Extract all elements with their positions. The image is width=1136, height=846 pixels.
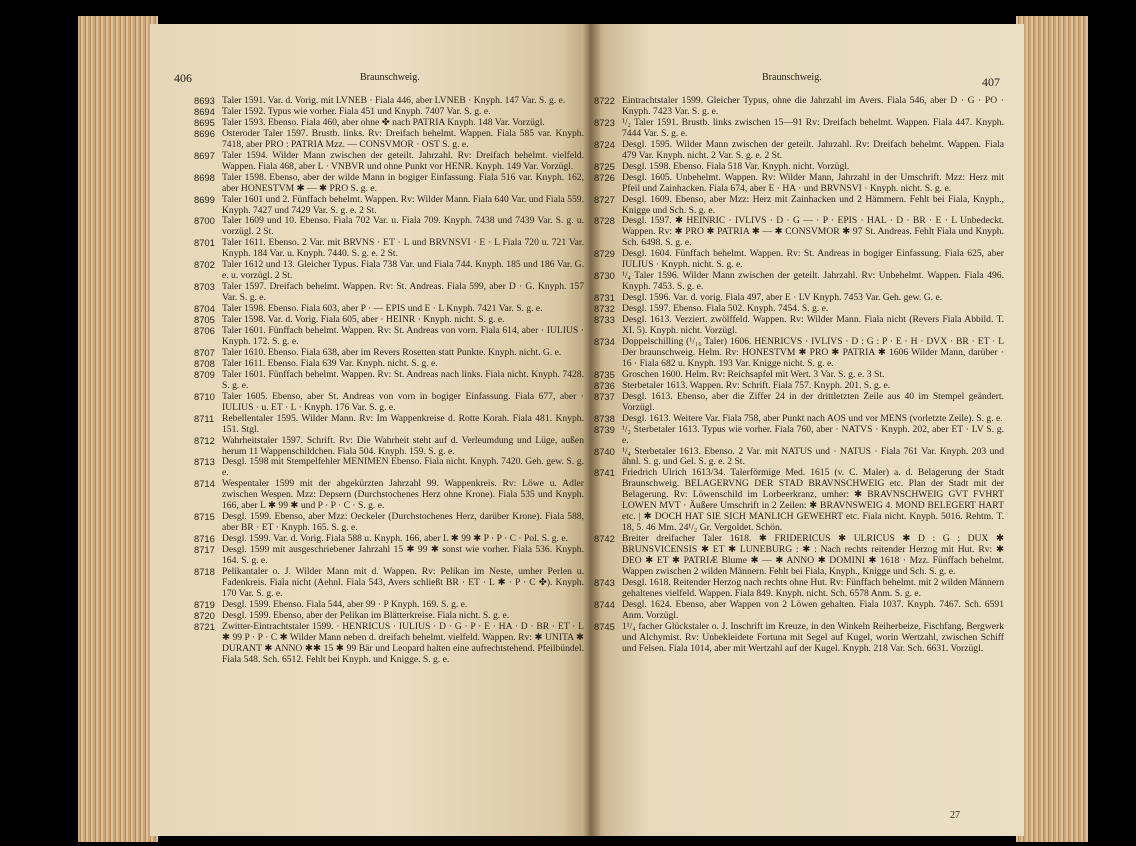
catalog-entry bbox=[172, 622, 584, 666]
lot-description: Taler 1594. Wilder Mann zwischen der geteilt. Jahrzahl. Rv: Dreifach behelmt. vielfeld. Wappen. Fiala 468, aber L · VNBVR und ohne Punkt vor HENR. Knyph. 149 Var. Vorzügl. bbox=[222, 149, 584, 172]
lot-description: Desgl. 1596. Var. d. vorig. Fiala 497, aber E · LV Knyph. 7453 Var. Geh. gew. G. e. bbox=[622, 292, 943, 304]
lot-description: Taler 1601. Fünffach behelmt. Wappen. Rv: St. Andreas von vorn. Fiala 614, aber · IULIUS · Knyph. 172. S. g. e. bbox=[222, 325, 584, 347]
lot-number: 8718 bbox=[194, 565, 215, 577]
lot-number: 8731 bbox=[594, 292, 615, 304]
lot-number: 8745 bbox=[594, 620, 615, 632]
lot-description: Taler 1592. Typus wie vorher. Fiala 451 und Knyph. 7407 Var. S. g. e. bbox=[222, 105, 491, 117]
catalog-entry bbox=[172, 216, 584, 238]
catalog-entry bbox=[172, 260, 584, 282]
catalog-entry bbox=[172, 195, 584, 217]
catalog-entry bbox=[172, 567, 584, 600]
page-number-left: 406 bbox=[174, 71, 192, 85]
catalog-entry bbox=[594, 271, 1004, 293]
catalog-entry bbox=[594, 315, 1004, 337]
lot-description: Taler 1610. Ebenso. Fiala 638, aber im Revers Rosetten statt Punkte. Knyph. nicht. G. e. bbox=[222, 346, 562, 358]
lot-number: 8702 bbox=[194, 259, 215, 271]
lot-number: 8721 bbox=[194, 620, 215, 632]
lot-description: Desgl. 1598. Ebenso. Fiala 518 Var. Knyph. nicht. Vorzügl. bbox=[622, 160, 850, 172]
lot-number: 8703 bbox=[194, 281, 215, 293]
catalog-entry bbox=[172, 545, 584, 567]
catalog-entry bbox=[594, 140, 1004, 162]
lot-description: Desgl. 1605. Unbehelmt. Wappen. Rv: Wilder Mann, Jahrzahl in der Umschrift. Mzz: Herz mit Pfeil und Zainhacken. Fiala 674, aber E · HA · und BRVNSVI · Knyph. nicht. S. g. e. bbox=[622, 171, 1004, 194]
page-number-right: 407 bbox=[982, 75, 1000, 89]
lot-number: 8744 bbox=[594, 598, 615, 610]
catalog-entry bbox=[594, 468, 1004, 534]
catalog-entry bbox=[172, 512, 584, 534]
catalog-entry bbox=[594, 249, 1004, 271]
lot-description: 1¹/₄ facher Glückstaler o. J. Inschrift im Kreuze, in den Winkeln Reiherbeize, Fischfang, Bergwerk und Alchymist. Rv: Unbekleidete Fortuna mit Segel auf Kugel, worin Wertzahl, zwischen Schiff und Felsen. Fiala 1014, aber mit Wertzahl auf der Kugel. Knyph. 218 Var. Sch. 6631. Vorzügl. bbox=[622, 620, 1004, 654]
lot-number: 8724 bbox=[594, 138, 615, 150]
lot-description: Taler 1611. Ebenso. 2 Var. mit BRVNS · ET · L und BRVNSVI · E · L Fiala 720 u. 721 Var. Knyph. 184 Var. u. Knyph. 7440. S. g. e. 2 St. bbox=[222, 237, 584, 260]
catalog-entry bbox=[594, 534, 1004, 578]
catalog-entry bbox=[594, 173, 1004, 195]
lot-number: 8697 bbox=[194, 149, 215, 161]
lot-description: Taler 1609 und 10. Ebenso. Fiala 702 Var. u. Fiala 709. Knyph. 7438 und 7439 Var. S. g. u. vorzügl. 2 St. bbox=[222, 215, 584, 238]
lot-description: Wahrheitstaler 1597. Schrift. Rv: Die Wahrheit steht auf d. Verleumdung und Lüge, außen herum 11 Wappenschildchen. Fiala 504. Knyph. 159. S. g. e. bbox=[222, 434, 584, 457]
lot-number: 8707 bbox=[194, 346, 215, 358]
lot-description: ¹/₂ Taler 1591. Brustb. links zwischen 15—91 Rv: Dreifach behelmt. Wappen. Fiala 447. Knyph. 7444 Var. S. g. e. bbox=[622, 116, 1004, 139]
lot-number: 8700 bbox=[194, 215, 215, 227]
lot-number: 8733 bbox=[594, 314, 615, 326]
lot-description: Desgl. 1599. Ebenso, aber der Pelikan im Blätterkreise. Fiala nicht. S. g. e. bbox=[222, 609, 510, 621]
signature-mark: 27 bbox=[950, 810, 960, 821]
lot-description: Desgl. 1613. Weitere Var. Fiala 758, aber Punkt nach AOS und vor MENS (vorletzte Zeile). S. g. e. bbox=[622, 412, 1003, 424]
lot-description: Taler 1611. Ebenso. Fiala 639 Var. Knyph. nicht. S. g. e. bbox=[222, 357, 438, 369]
lot-number: 8701 bbox=[194, 237, 215, 249]
catalog-entry bbox=[594, 447, 1004, 469]
catalog-entry bbox=[172, 151, 584, 173]
lot-number: 8714 bbox=[194, 478, 215, 490]
lot-description: Desgl. 1598 mit Stempelfehler MENIMEN Ebenso. Fiala nicht. Knyph. 7420. Geh. gew. S. g. e. bbox=[222, 456, 584, 479]
lot-description: Groschen 1600. Helm. Rv: Reichsapfel mit Wert. 3 Var. S. g. e. 3 St. bbox=[622, 368, 885, 380]
lot-number: 8741 bbox=[594, 467, 615, 479]
catalog-entries-left bbox=[172, 96, 584, 666]
lot-description: Breiter dreifacher Taler 1618. ✱ FRIDERICUS ✱ ULRICUS ✱ D : G : DUX ✱ BRUNSVICENSIS ✱ ET ✱ LUNEBURG : ✱ : Nach rechts reitender Herzog mit Hut. Rv: ✱ DEO ✱ ET ✱ PATRIÆ Blume ✱ — ✱ ANNO ✱ DOMINI ✱ 1618 · Mzz. Fünffach behelmt. Wappen zwischen 2 wilden Männern. Fehlt bei Fiala, Knyph., Knigge und Sch. S. g. e. bbox=[622, 533, 1004, 577]
lot-description: Zwitter-Eintrachtstaler 1599. · HENRICUS · IULIUS · D · G · P · E · HA · D · BR · ET · L ✱ 99 P · P · C ✱ Wilder Mann neben d. dreifach behelmt. vielfeld. Wappen. Rv: ✱ UNITA ✱ DURANT ✱ ANNO ✱✱ 15 ✱ 99 Bär und Leopard halten eine aufrechtstehend. Pfeilbündel. Fiala 548. Sch. 6512. Fehlt bei Knyph. und Knigge. S. g. e. bbox=[222, 620, 584, 665]
lot-number: 8734 bbox=[594, 335, 615, 347]
lot-description: Rebellentaler 1595. Wilder Mann. Rv: Im Wappenkreise d. Rotte Korah. Fiala 481. Knyph. 151. Stgl. bbox=[222, 412, 584, 435]
lot-description: Taler 1612 und 13. Gleicher Typus. Fiala 738 Var. und Fiala 744. Knyph. 185 und 186 Var. G. e. u. vorzügl. 2 St. bbox=[222, 259, 584, 282]
catalog-entry bbox=[172, 479, 584, 512]
catalog-entry bbox=[594, 425, 1004, 447]
lot-number: 8740 bbox=[594, 445, 615, 457]
lot-description: Taler 1601 und 2. Fünffach behelmt. Wappen. Rv: Wilder Mann. Fiala 640 Var. und Fiala 559. Knyph. 7427 und 7429 Var. S. g. e. 2 St. bbox=[222, 193, 584, 216]
lot-number: 8704 bbox=[194, 303, 215, 315]
lot-number: 8722 bbox=[594, 95, 615, 106]
lot-description: Desgl. 1613. Ebenso, aber die Ziffer 24 in der drittletzten Zeile aus 40 im Stempel geändert. Vorzügl. bbox=[622, 390, 1004, 413]
lot-description: Taler 1605. Ebenso, aber St. Andreas von vorn in bogiger Einfassung. Fiala 677, aber · IULIUS · u. ET · L · Knyph. 176 Var. S. g. e. bbox=[222, 390, 584, 413]
lot-description: Desgl. 1599. Ebenso, aber Mzz: Oeckeler (Durchstochenes Herz, darüber Krone). Fiala 588, aber BR · ET · Knyph. 165. S. g. e. bbox=[222, 511, 584, 534]
lot-number: 8727 bbox=[594, 193, 615, 205]
lot-number: 8742 bbox=[594, 533, 615, 545]
catalog-entry bbox=[172, 282, 584, 304]
catalog-entry bbox=[172, 436, 584, 458]
lot-number: 8715 bbox=[194, 511, 215, 523]
lot-number: 8737 bbox=[594, 390, 615, 402]
lot-description: Desgl. 1624. Ebenso, aber Wappen von 2 Löwen gehalten. Fiala 1037. Knyph. 7467. Sch. 6591 Anm. Vorzügl. bbox=[622, 598, 1004, 621]
catalog-entry bbox=[594, 195, 1004, 217]
lot-description: ¹/₄ Taler 1596. Wilder Mann zwischen der geteilt. Jahrzahl. Rv: Unbehelmt. Wappen. Fiala 496. Knyph. 7453. S. g. e. bbox=[622, 270, 1004, 293]
lot-number: 8723 bbox=[594, 116, 615, 128]
running-head-left: Braunschweig. bbox=[360, 72, 420, 83]
lot-number: 8735 bbox=[594, 368, 615, 380]
lot-number: 8716 bbox=[194, 533, 215, 545]
lot-number: 8725 bbox=[594, 160, 615, 172]
lot-number: 8693 bbox=[194, 95, 215, 106]
lot-description: Desgl. 1604. Fünffach behelmt. Wappen. Rv: St. Andreas in bogiger Einfassung. Fiala 625, aber IULIUS · Knyph. nicht. S. g. e. bbox=[622, 248, 1004, 271]
lot-number: 8706 bbox=[194, 325, 215, 337]
lot-number: 8695 bbox=[194, 116, 215, 128]
catalog-entry bbox=[172, 370, 584, 392]
lot-number: 8738 bbox=[594, 412, 615, 424]
catalog-entry bbox=[172, 129, 584, 151]
lot-description: Desgl. 1618. Reitender Herzog nach rechts ohne Hut. Rv: Fünffach behelmt. mit 2 wilden Männern gehaltenes vielfeld. Wappen. Fiala 849. Knyph. nicht. Sch. 6578 Anm. S. g. e. bbox=[622, 576, 1004, 599]
lot-description: ¹/₄ Sterbetaler 1613. Ebenso. 2 Var. mit NATUS und · NATUS · Fiala 761 Var. Knyph. 203 und ähnl. S. g. und Gel. S. g. e. 2 St. bbox=[622, 445, 1004, 468]
lot-description: Wespentaler 1599 mit der abgekürzten Jahrzahl 99. Wappenkreis. Rv: Löwe u. Adler zwischen Wespen. Mzz: Depsern (Durchstochenes Herz ohne Krone). Fiala 535 und Knyph. 166, aber L ✱ 99 ✱ und P · P · C · S. g. e. bbox=[222, 478, 584, 512]
lot-number: 8696 bbox=[194, 127, 215, 139]
left-page-edges bbox=[78, 16, 158, 842]
lot-description: Osteroder Taler 1597. Brustb. links. Rv: Dreifach behelmt. Wappen. Fiala 585 var. Knyph. 7418, aber PRO : PATRIA Mzz. — CONSVMOR · OST S. g. e. bbox=[222, 127, 584, 150]
catalog-entry bbox=[172, 414, 584, 436]
lot-number: 8726 bbox=[594, 171, 615, 183]
lot-description: Desgl. 1595. Wilder Mann zwischen der geteilt. Jahrzahl. Rv: Dreifach behelmt. Wappen. Fiala 479 Var. Knyph. nicht. 2 Var. S. g. e. 2 St. bbox=[622, 138, 1004, 161]
running-head-right: Braunschweig. bbox=[762, 72, 822, 83]
lot-description: Pelikantaler o. J. Wilder Mann mit d. Wappen. Rv: Pelikan im Neste, umher Perlen u. Fadenkreis. Fiala nicht (Aehnl. Fiala 543, Avers schließt BR · ET · L ✱ · P · C ✤). Knyph. 170 Var. S. g. e. bbox=[222, 565, 584, 599]
lot-number: 8713 bbox=[194, 456, 215, 468]
lot-number: 8708 bbox=[194, 357, 215, 369]
lot-number: 8719 bbox=[194, 598, 215, 610]
catalog-entry bbox=[594, 216, 1004, 249]
catalog-entry bbox=[594, 118, 1004, 140]
lot-number: 8720 bbox=[194, 609, 215, 621]
lot-description: Desgl. 1599 mit ausgeschriebener Jahrzahl 15 ✱ 99 ✱ sonst wie vorher. Fiala 536. Knyph. 164. S. g. e. bbox=[222, 544, 584, 567]
lot-description: Taler 1598. Ebenso. Fiala 603, aber P · — EPIS und E · L Knyph. 7421 Var. S. g. e. bbox=[222, 303, 543, 315]
lot-description: Desgl. 1597. ✱ HEINRIC · IVLIVS · D · G — · P · EPIS · HAL · D · BR · E · L Unbedeckt. Wappen. Rv: ✱ PRO ✱ PATRIA ✱ — ✱ CONSVMOR ✱ 97 St. Andreas. Fehlt Fiala und Knyph. Sch. 6498. S. g. e. bbox=[622, 215, 1004, 249]
lot-description: Eintrachtstaler 1599. Gleicher Typus, ohne die Jahrzahl im Avers. Fiala 546, aber D · G · PO · Knyph. 7423 Var. S. g. e. bbox=[622, 95, 1004, 117]
lot-number: 8712 bbox=[194, 434, 215, 446]
lot-description: Desgl. 1597. Ebenso. Fiala 502. Knyph. 7454. S. g. e. bbox=[622, 303, 829, 315]
lot-description: Desgl. 1613. Verziert. zwölffeld. Wappen. Rv: Wilder Mann. Fiala nicht (Revers Fiala Abbild. T. XI. 5). Knyph. nicht. Vorzügl. bbox=[622, 314, 1004, 337]
catalog-entry bbox=[594, 96, 1004, 118]
catalog-entry bbox=[594, 578, 1004, 600]
lot-description: Friedrich Ulrich 1613/34. Talerförmige Med. 1615 (v. C. Maler) a. d. Belagerung der Stadt Braunschweig. BELAGERVNG DER STAD BRAVNSCHWEIG etc. Plan der Stadt mit der Belagerung. Rv: Löwenschild im Lorbeerkranz, umher: ✱ BRAVNSCHWEIG GVT FVHRT LOWEN MVT · Äußere Umschrift in 2 Zeilen: ✱ BRAVNSWEIG 4. MOND BELEGERT HART etc. | ✱ DOCH HAT SIE SICH MANLICH GEWEHRT etc. Fiala nicht. Knyph. 5016. Rehtm. T. 18, 5. 46 Mm. 24¹/₂ Gr. Vergoldet. Schön. bbox=[622, 467, 1004, 534]
lot-description: Desgl. 1609. Ebenso, aber Mzz: Herz mit Zainhacken und 2 Hämmern. Fehlt bei Fiala, Knyph., Knigge und Sch. S. g. e. bbox=[622, 193, 1004, 216]
lot-number: 8709 bbox=[194, 368, 215, 380]
lot-number: 8730 bbox=[594, 270, 615, 282]
catalog-entry bbox=[172, 392, 584, 414]
lot-number: 8736 bbox=[594, 379, 615, 391]
lot-description: Desgl. 1599. Ebenso. Fiala 544, aber 99 · P Knyph. 169. S. g. e. bbox=[222, 598, 468, 610]
lot-number: 8728 bbox=[594, 215, 615, 227]
catalog-entry bbox=[594, 392, 1004, 414]
lot-number: 8717 bbox=[194, 544, 215, 556]
catalog-entries-right bbox=[594, 96, 1004, 655]
lot-number: 8732 bbox=[594, 303, 615, 315]
catalog-entry bbox=[172, 326, 584, 348]
lot-number: 8698 bbox=[194, 171, 215, 183]
catalog-entry bbox=[172, 238, 584, 260]
lot-number: 8711 bbox=[194, 412, 215, 424]
catalog-entry bbox=[172, 173, 584, 195]
lot-description: Taler 1593. Ebenso. Fiala 460, aber ohne ✤ nach PATRIA Knyph. 148 Var. Vorzügl. bbox=[222, 116, 545, 128]
lot-number: 8729 bbox=[594, 248, 615, 260]
lot-description: Taler 1598. Var. d. Vorig. Fiala 605, aber · HEINR · Knyph. nicht. S. g. e. bbox=[222, 314, 505, 326]
right-page-edges bbox=[1016, 16, 1088, 842]
catalog-entry bbox=[172, 457, 584, 479]
lot-description: Doppelschilling (¹/₁₆ Taler) 1606. HENRICVS · IVLIVS · D : G : P · E · H · DVX · BR · ET · L Der braunschweig. Helm. Rv: HONESTVM ✱ PRO ✱ PATRIA ✱ 1606 Wilder Mann, darüber · 16 · Fiala 682 u. Knyph. 193 Var. Knigge nicht. S. g. e. bbox=[622, 335, 1004, 369]
lot-number: 8705 bbox=[194, 314, 215, 326]
lot-description: Desgl. 1599. Var. d. Vorig. Fiala 588 u. Knyph. 166, aber L ✱ 99 ✱ P · P · C · Pol. S. g. e. bbox=[222, 533, 568, 545]
lot-number: 8710 bbox=[194, 390, 215, 402]
lot-description: Taler 1591. Var. d. Vorig. mit LVNEB · Fiala 446, aber LVNEB · Knyph. 147 Var. S. g. e. bbox=[222, 95, 566, 106]
lot-number: 8739 bbox=[594, 423, 615, 435]
lot-description: Sterbetaler 1613. Wappen. Rv: Schrift. Fiala 757. Knyph. 201. S. g. e. bbox=[622, 379, 891, 391]
lot-number: 8694 bbox=[194, 105, 215, 117]
lot-number: 8699 bbox=[194, 193, 215, 205]
catalog-entry bbox=[594, 600, 1004, 622]
lot-number: 8743 bbox=[594, 576, 615, 588]
lot-description: ¹/₂ Sterbetaler 1613. Typus wie vorher. Fiala 760, aber · NATVS · Knyph. 202, aber ET · LV S. g. e. bbox=[622, 423, 1004, 446]
catalog-entry bbox=[594, 337, 1004, 370]
lot-description: Taler 1601. Fünffach behelmt. Wappen. Rv: St. Andreas nach links. Fiala nicht. Knyph. 7428. S. g. e. bbox=[222, 368, 584, 391]
catalog-entry bbox=[594, 622, 1004, 655]
catalog-entry bbox=[594, 414, 1004, 425]
lot-description: Taler 1597. Dreifach behelmt. Wappen. Rv: St. Andreas. Fiala 599, aber D · G. Knyph. 157 Var. S. g. e. bbox=[222, 281, 584, 304]
lot-description: Taler 1598. Ebenso, aber der wilde Mann in bogiger Einfassung. Fiala 516 var. Knyph. 162, aber HONESTVM ✱ — ✱ PRO S. g. e. bbox=[222, 171, 584, 194]
